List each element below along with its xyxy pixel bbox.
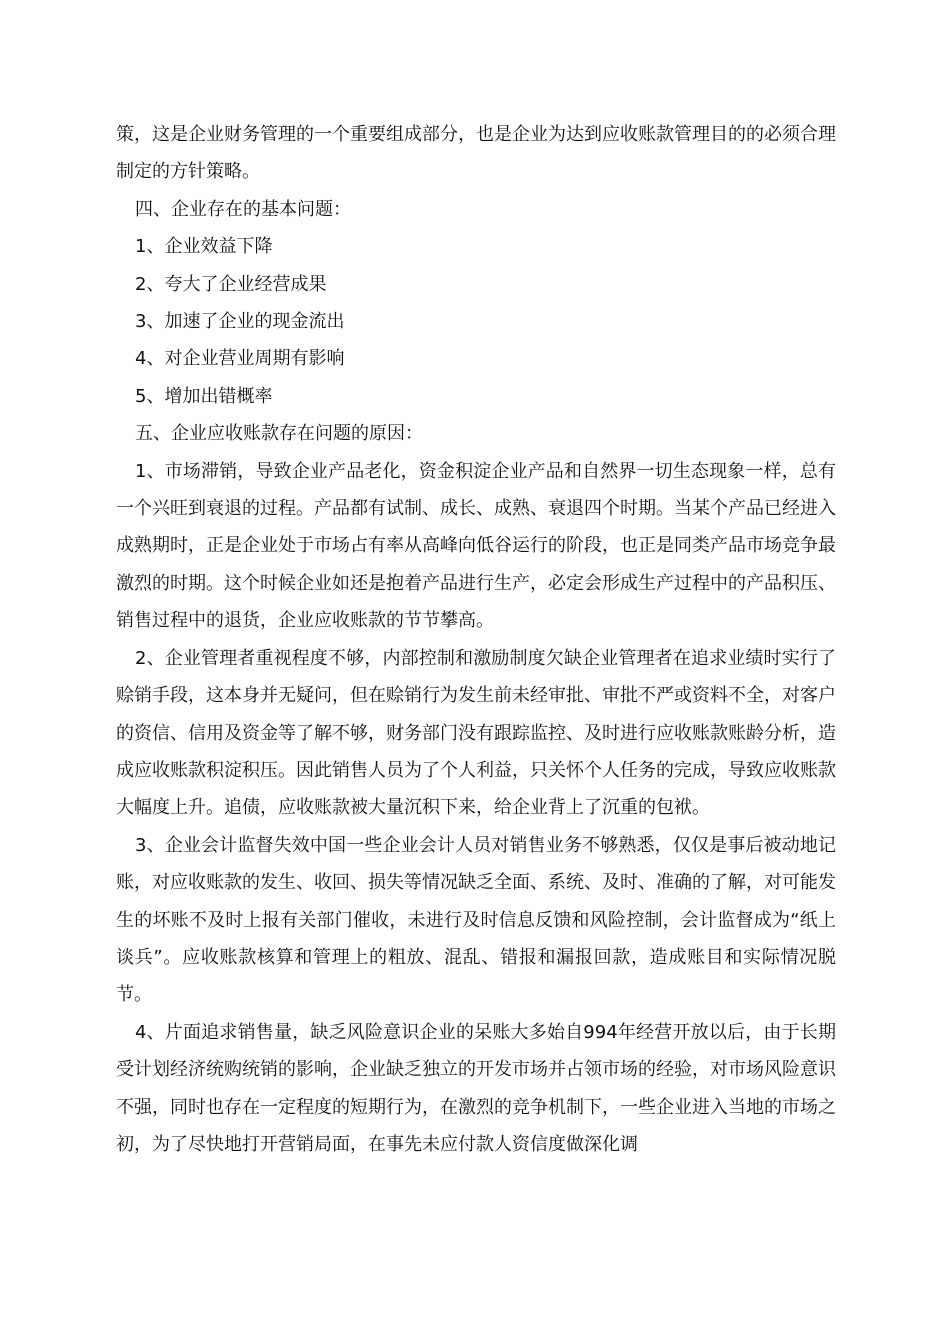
paragraph-cause-3: 3、企业会计监督失效中国一些企业会计人员对销售业务不够熟悉，仅仅是事后被动地记账，对应收账款的发生、收回、损失等情况缺乏全面、系统、及时、准确的了解，对可能发生的坏账不及时上报有关部门催收，未进行及时信息反馈和风险控制，会计监督成为“纸上谈兵”。应收账款核算和管理上的粗放、混乱、错报和漏报回款，造成账目和实际情况脱节。 bbox=[116, 834, 836, 1006]
document-body bbox=[116, 116, 836, 1163]
list-item: 3、加速了企业的现金流出 bbox=[135, 311, 345, 333]
paragraph-cause-4: 4、片面追求销售量，缺乏风险意识企业的呆账大多始自994年经营开放以后，由于长期受计划经济统购统销的影响，企业缺乏独立的开发市场并占领市场的经验，对市场风险意识不强，同时也存在一定程度的短期行为，在激烈的竞争机制下，一些企业进入当地的市场之初，为了尽快地打开营销局面，在事先未应付款人资信度做深化调 bbox=[116, 1021, 836, 1155]
list-item: 1、企业效益下降 bbox=[135, 236, 273, 258]
section-heading-causes: 五、企业应收账款存在问题的原因： bbox=[135, 423, 423, 445]
list-item: 5、增加出错概率 bbox=[135, 385, 273, 407]
list-item: 4、对企业营业周期有影响 bbox=[135, 348, 345, 370]
paragraph-cause-1: 1、市场滞销，导致企业产品老化，资金积淀企业产品和自然界一切生态现象一样，总有一个兴旺到衰退的过程。产品都有试制、成长、成熟、衰退四个时期。当某个产品已经进入成熟期时，正是企业处于市场占有率从高峰向低谷运行的阶段，也正是同类产品市场竞争最激烈的时期。这个时候企业如还是抱着产品进行生产，必定会形成生产过程中的产品积压、销售过程中的退货，企业应收账款的节节攀高。 bbox=[116, 460, 836, 632]
paragraph-cause-2: 2、企业管理者重视程度不够，内部控制和激励制度欠缺企业管理者在追求业绩时实行了赊销手段，这本身并无疑问，但在赊销行为发生前未经审批、审批不严或资料不全，对客户的资信、信用及资金等了解不够，财务部门没有跟踪监控、及时进行应收账款账龄分析，造成应收账款积淀积压。因此销售人员为了个人利益，只关怀个人任务的完成，导致应收账款大幅度上升。追债，应收账款被大量沉积下来，给企业背上了沉重的包袱。 bbox=[116, 647, 836, 819]
list-item: 2、夸大了企业经营成果 bbox=[135, 273, 327, 295]
section-heading-basic-problems: 四、企业存在的基本问题： bbox=[135, 198, 351, 220]
paragraph-continuation: 策，这是企业财务管理的一个重要组成部分，也是企业为达到应收账款管理目的的必须合理制定的方针策略。 bbox=[116, 124, 836, 183]
